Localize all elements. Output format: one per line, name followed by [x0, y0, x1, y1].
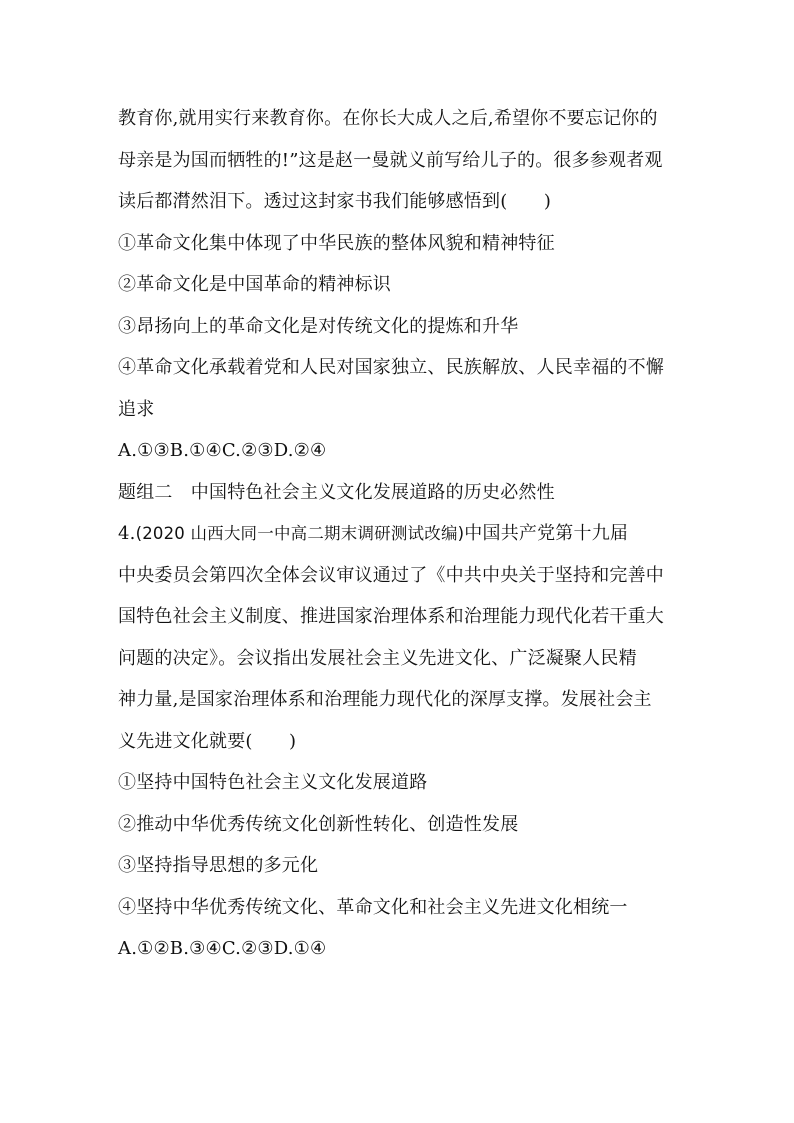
question-4-stem-line: 神力量,是国家治理体系和治理能力现代化的深厚支撑。发展社会主: [118, 689, 652, 710]
question-4-option-2: ②推动中华优秀传统文化创新性转化、创造性发展: [118, 813, 519, 835]
question-4-stem-line: 中央委员会第四次全体会议审议通过了《中共中央关于坚持和完善中: [118, 564, 664, 586]
question-3: [118, 98, 688, 472]
question-3-option-2: ②革命文化是中国革命的精神标识: [118, 274, 391, 295]
question-3-option-1: ①革命文化集中体现了中华民族的整体风貌和精神特征: [118, 232, 555, 254]
question-3-option-4-continued: 追求: [118, 398, 155, 420]
question-4-answer-choices: A.①②B.③④C.②③D.①④: [118, 938, 327, 959]
question-4-stem-line: 问题的决定》。会议指出发展社会主义先进文化、广泛凝聚人民精: [118, 647, 637, 669]
question-3-answer-choices: A.①③B.①④C.②③D.②④: [118, 440, 327, 461]
question-number: 4.: [118, 523, 136, 544]
question-3-stem-line: 教育你,就用实行来教育你。在你长大成人之后,希望你不要忘记你的: [118, 108, 658, 129]
question-3-option-4: ④革命文化承载着党和人民对国家独立、民族解放、人民幸福的不懈: [118, 357, 664, 378]
question-4-option-4: ④坚持中华优秀传统文化、革命文化和社会主义先进文化相统一: [118, 896, 628, 918]
question-source: (2020 山西大同一中高二期末调研测试改编): [135, 524, 465, 543]
question-3-stem-line: 母亲是为国而牺牲的!”这是赵一曼就义前写给儿子的。很多参观者观: [118, 149, 663, 171]
question-3-option-3: ③昂扬向上的革命文化是对传统文化的提炼和升华: [118, 315, 519, 337]
question-4-first-line: [118, 513, 688, 555]
question-4-option-1: ①坚持中国特色社会主义文化发展道路: [118, 772, 428, 793]
question-4: [118, 513, 688, 970]
question-4-stem-start: 中国共产党第十九届: [464, 523, 629, 544]
question-4-stem-line: 义先进文化就要( ): [118, 730, 297, 752]
question-3-stem-line: 读后都潸然泪下。透过这封家书我们能够感悟到( ): [118, 191, 552, 212]
question-4-option-3: ③坚持指导思想的多元化: [118, 855, 319, 876]
question-4-stem-line: 国特色社会主义制度、推进国家治理体系和治理能力现代化若干重大: [118, 606, 664, 627]
page-content: [118, 98, 688, 970]
section-heading: 题组二 中国特色社会主义文化发展道路的历史必然性: [118, 481, 555, 503]
